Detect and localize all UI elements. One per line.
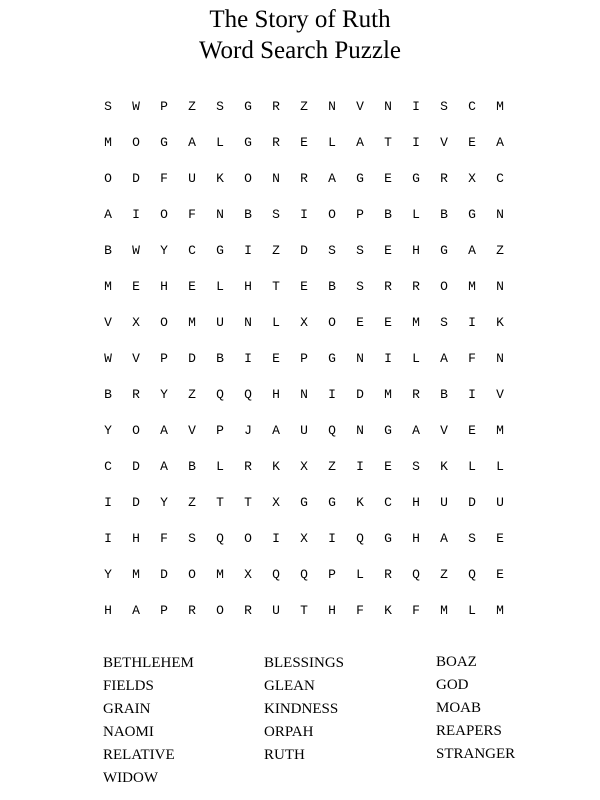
grid-letter: X: [300, 530, 308, 546]
grid-letter: O: [132, 422, 140, 438]
grid-letter: B: [440, 386, 448, 402]
grid-letter: I: [300, 206, 308, 222]
grid-letter: E: [468, 422, 476, 438]
grid-letter: I: [104, 530, 112, 546]
grid-letter: Q: [244, 386, 252, 402]
grid-letter: C: [188, 242, 196, 258]
grid-letter: T: [244, 494, 252, 510]
grid-letter: L: [216, 134, 224, 150]
grid-letter: X: [468, 170, 476, 186]
grid-letter: M: [496, 98, 504, 114]
grid-letter: N: [496, 206, 504, 222]
grid-letter: B: [244, 206, 252, 222]
grid-letter: A: [496, 134, 504, 150]
grid-letter: A: [160, 458, 168, 474]
grid-letter: O: [216, 602, 224, 618]
grid-letter: L: [216, 278, 224, 294]
grid-letter: T: [216, 494, 224, 510]
grid-letter: U: [496, 494, 504, 510]
grid-letter: X: [132, 314, 140, 330]
grid-letter: S: [356, 242, 364, 258]
grid-letter: L: [468, 458, 476, 474]
grid-letter: N: [496, 350, 504, 366]
grid-letter: S: [356, 278, 364, 294]
grid-letter: K: [496, 314, 504, 330]
grid-letter: E: [468, 134, 476, 150]
grid-letter: N: [300, 386, 308, 402]
grid-letter: D: [132, 458, 140, 474]
grid-letter: I: [104, 494, 112, 510]
grid-letter: Z: [188, 98, 196, 114]
grid-letter: U: [188, 170, 196, 186]
grid-letter: Q: [468, 566, 476, 582]
grid-letter: I: [244, 350, 252, 366]
grid-letter: P: [160, 98, 168, 114]
grid-letter: S: [188, 530, 196, 546]
grid-letter: H: [104, 602, 112, 618]
grid-letter: R: [384, 566, 392, 582]
grid-letter: A: [188, 134, 196, 150]
grid-letter: G: [384, 422, 392, 438]
grid-letter: M: [104, 278, 112, 294]
grid-letter: Y: [160, 494, 168, 510]
grid-letter: E: [496, 566, 504, 582]
grid-letter: I: [412, 134, 420, 150]
grid-letter: G: [328, 494, 336, 510]
grid-letter: O: [160, 206, 168, 222]
grid-letter: Q: [216, 530, 224, 546]
grid-letter: E: [300, 278, 308, 294]
grid-letter: S: [328, 242, 336, 258]
grid-letter: V: [496, 386, 504, 402]
grid-letter: B: [104, 242, 112, 258]
word-list-column-2: [264, 652, 344, 767]
grid-letter: N: [356, 422, 364, 438]
grid-letter: H: [132, 530, 140, 546]
word-list-item: ORPAH: [264, 724, 314, 740]
grid-letter: O: [104, 170, 112, 186]
grid-letter: M: [496, 602, 504, 618]
grid-letter: E: [272, 350, 280, 366]
grid-letter: E: [384, 314, 392, 330]
grid-letter: O: [440, 278, 448, 294]
grid-letter: V: [356, 98, 364, 114]
grid-letter: A: [272, 422, 280, 438]
grid-letter: A: [160, 422, 168, 438]
word-list-item: REAPERS: [436, 723, 502, 739]
grid-letter: J: [244, 422, 252, 438]
grid-letter: C: [496, 170, 504, 186]
grid-letter: S: [468, 530, 476, 546]
grid-letter: G: [160, 134, 168, 150]
grid-letter: C: [468, 98, 476, 114]
grid-letter: G: [412, 170, 420, 186]
grid-letter: O: [132, 134, 140, 150]
grid-letter: O: [244, 170, 252, 186]
grid-letter: Y: [160, 386, 168, 402]
grid-letter: N: [272, 170, 280, 186]
grid-letter: W: [104, 350, 112, 366]
grid-letter: C: [384, 494, 392, 510]
grid-letter: P: [328, 566, 336, 582]
grid-letter: E: [496, 530, 504, 546]
grid-letter: N: [384, 98, 392, 114]
grid-letter: Z: [188, 386, 196, 402]
grid-letter: H: [244, 278, 252, 294]
grid-letter: S: [216, 98, 224, 114]
word-list-item: BOAZ: [436, 654, 477, 670]
grid-letter: Y: [104, 422, 112, 438]
grid-letter: R: [272, 98, 280, 114]
grid-letter: V: [104, 314, 112, 330]
grid-letter: I: [468, 314, 476, 330]
word-list-item: GOD: [436, 677, 469, 693]
word-list-item: BETHLEHEM: [103, 655, 194, 671]
grid-letter: M: [132, 566, 140, 582]
grid-letter: T: [384, 134, 392, 150]
grid-letter: A: [412, 422, 420, 438]
grid-letter: L: [496, 458, 504, 474]
grid-letter: R: [132, 386, 140, 402]
grid-letter: Z: [272, 242, 280, 258]
grid-letter: Q: [412, 566, 420, 582]
grid-letter: O: [328, 206, 336, 222]
grid-letter: D: [132, 170, 140, 186]
grid-letter: I: [272, 530, 280, 546]
word-list-item: NAOMI: [103, 724, 154, 740]
grid-letter: N: [244, 314, 252, 330]
grid-letter: Q: [300, 566, 308, 582]
grid-letter: L: [356, 566, 364, 582]
grid-letter: I: [328, 386, 336, 402]
word-list-item: RUTH: [264, 747, 305, 763]
grid-letter: H: [412, 494, 420, 510]
grid-letter: Q: [272, 566, 280, 582]
word-list-item: KINDNESS: [264, 701, 339, 717]
grid-letter: G: [440, 242, 448, 258]
grid-letter: S: [440, 314, 448, 330]
grid-letter: G: [384, 530, 392, 546]
grid-letter: Q: [328, 422, 336, 438]
grid-letter: K: [356, 494, 364, 510]
puzzle-title-line-1: The Story of Ruth: [209, 6, 391, 33]
grid-letter: B: [440, 206, 448, 222]
grid-letter: U: [300, 422, 308, 438]
grid-letter: F: [160, 170, 168, 186]
grid-letter: I: [244, 242, 252, 258]
word-list-item: GLEAN: [264, 678, 315, 694]
grid-letter: G: [356, 170, 364, 186]
grid-letter: H: [160, 278, 168, 294]
grid-letter: M: [216, 566, 224, 582]
grid-letter: T: [272, 278, 280, 294]
grid-letter: S: [272, 206, 280, 222]
grid-letter: G: [244, 98, 252, 114]
grid-letter: B: [188, 458, 196, 474]
grid-letter: Q: [356, 530, 364, 546]
grid-letter: E: [356, 314, 364, 330]
grid-letter: R: [244, 458, 252, 474]
grid-letter: F: [160, 530, 168, 546]
grid-letter: R: [440, 170, 448, 186]
grid-letter: R: [244, 602, 252, 618]
grid-letter: M: [412, 314, 420, 330]
grid-letter: B: [104, 386, 112, 402]
grid-letter: Y: [104, 566, 112, 582]
grid-letter: Z: [300, 98, 308, 114]
grid-letter: V: [440, 422, 448, 438]
grid-letter: E: [384, 170, 392, 186]
grid-letter: F: [188, 206, 196, 222]
grid-letter: A: [328, 170, 336, 186]
grid-letter: I: [328, 530, 336, 546]
grid-letter: R: [412, 278, 420, 294]
word-list-item: BLESSINGS: [264, 655, 345, 671]
word-list-item: MOAB: [436, 700, 482, 716]
grid-letter: L: [412, 350, 420, 366]
grid-letter: H: [412, 530, 420, 546]
grid-letter: Z: [188, 494, 196, 510]
grid-letter: F: [468, 350, 476, 366]
grid-letter: M: [440, 602, 448, 618]
grid-letter: G: [468, 206, 476, 222]
grid-letter: N: [216, 206, 224, 222]
grid-letter: G: [216, 242, 224, 258]
grid-letter: P: [356, 206, 364, 222]
grid-letter: P: [160, 602, 168, 618]
word-list-item: WIDOW: [103, 770, 158, 786]
grid-letter: V: [188, 422, 196, 438]
grid-letter: D: [468, 494, 476, 510]
grid-letter: X: [244, 566, 252, 582]
grid-letter: D: [160, 566, 168, 582]
grid-letter: X: [300, 314, 308, 330]
grid-letter: V: [440, 134, 448, 150]
grid-letter: Z: [328, 458, 336, 474]
grid-letter: I: [384, 350, 392, 366]
grid-letter: H: [328, 602, 336, 618]
grid-letter: N: [496, 278, 504, 294]
grid-letter: M: [188, 314, 196, 330]
grid-letter: D: [356, 386, 364, 402]
grid-letter: E: [384, 458, 392, 474]
grid-letter: A: [440, 350, 448, 366]
grid-letter: D: [188, 350, 196, 366]
grid-letter: F: [356, 602, 364, 618]
grid-letter: K: [384, 602, 392, 618]
grid-letter: G: [300, 494, 308, 510]
grid-letter: L: [412, 206, 420, 222]
grid-letter: T: [300, 602, 308, 618]
grid-letter: M: [468, 278, 476, 294]
grid-letter: A: [356, 134, 364, 150]
grid-letter: D: [132, 494, 140, 510]
grid-letter: K: [216, 170, 224, 186]
grid-letter: P: [160, 350, 168, 366]
grid-letter: R: [188, 602, 196, 618]
grid-letter: Z: [440, 566, 448, 582]
grid-letter: A: [468, 242, 476, 258]
grid-letter: Z: [496, 242, 504, 258]
grid-letter: R: [384, 278, 392, 294]
grid-letter: S: [412, 458, 420, 474]
letter-grid: [94, 88, 514, 628]
grid-letter: R: [300, 170, 308, 186]
grid-letter: A: [440, 530, 448, 546]
grid-letter: O: [328, 314, 336, 330]
grid-letter: S: [104, 98, 112, 114]
grid-letter: D: [300, 242, 308, 258]
grid-letter: N: [356, 350, 364, 366]
grid-letter: C: [104, 458, 112, 474]
grid-letter: O: [244, 530, 252, 546]
grid-letter: B: [216, 350, 224, 366]
grid-letter: Q: [216, 386, 224, 402]
grid-letter: P: [300, 350, 308, 366]
puzzle-title-line-2: Word Search Puzzle: [198, 37, 402, 64]
word-list-item: FIELDS: [103, 678, 154, 694]
grid-letter: N: [328, 98, 336, 114]
grid-letter: I: [356, 458, 364, 474]
grid-letter: W: [132, 242, 140, 258]
grid-letter: L: [216, 458, 224, 474]
word-list-column-1: [103, 652, 194, 790]
grid-letter: M: [496, 422, 504, 438]
grid-letter: H: [272, 386, 280, 402]
grid-letter: G: [244, 134, 252, 150]
grid-letter: E: [188, 278, 196, 294]
grid-letter: L: [328, 134, 336, 150]
grid-letter: P: [216, 422, 224, 438]
grid-letter: X: [300, 458, 308, 474]
grid-letter: L: [468, 602, 476, 618]
grid-letter: M: [384, 386, 392, 402]
grid-letter: U: [216, 314, 224, 330]
word-list-column-3: [436, 651, 515, 766]
grid-letter: S: [440, 98, 448, 114]
word-list-item: STRANGER: [436, 746, 516, 762]
grid-letter: E: [384, 242, 392, 258]
grid-letter: I: [132, 206, 140, 222]
grid-letter: E: [132, 278, 140, 294]
grid-letter: U: [272, 602, 280, 618]
grid-letter: M: [104, 134, 112, 150]
word-list-item: RELATIVE: [103, 747, 175, 763]
grid-letter: R: [272, 134, 280, 150]
grid-letter: I: [412, 98, 420, 114]
grid-letter: E: [300, 134, 308, 150]
word-list-item: GRAIN: [103, 701, 151, 717]
grid-letter: U: [440, 494, 448, 510]
grid-letter: R: [412, 386, 420, 402]
grid-letter: G: [328, 350, 336, 366]
grid-letter: I: [468, 386, 476, 402]
grid-letter: K: [440, 458, 448, 474]
grid-letter: O: [188, 566, 196, 582]
grid-letter: O: [160, 314, 168, 330]
grid-letter: A: [104, 206, 112, 222]
grid-letter: B: [384, 206, 392, 222]
grid-letter: X: [272, 494, 280, 510]
grid-letter: V: [132, 350, 140, 366]
grid-letter: H: [412, 242, 420, 258]
grid-letter: Y: [160, 242, 168, 258]
grid-letter: W: [132, 98, 140, 114]
grid-letter: K: [272, 458, 280, 474]
grid-letter: F: [412, 602, 420, 618]
grid-letter: A: [132, 602, 140, 618]
grid-letter: L: [272, 314, 280, 330]
grid-letter: B: [328, 278, 336, 294]
